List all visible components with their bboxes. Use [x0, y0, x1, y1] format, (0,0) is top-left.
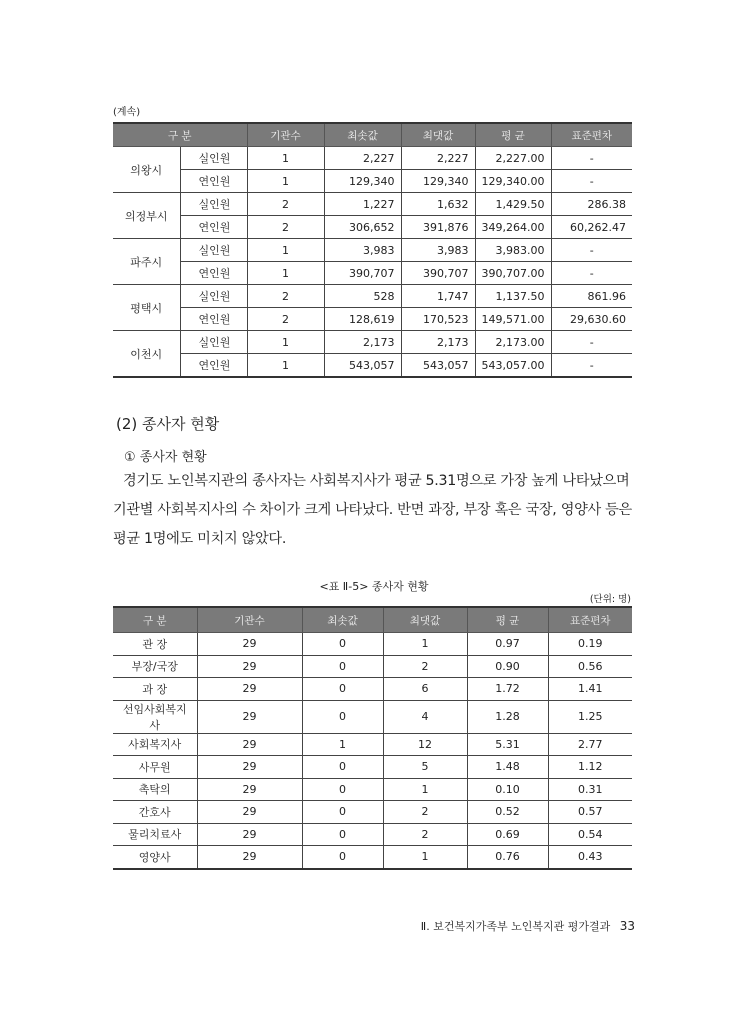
max-cell: 12 — [383, 733, 467, 756]
staff-table — [113, 606, 632, 870]
min-cell: 0 — [302, 756, 383, 779]
table-row — [113, 700, 632, 733]
table-row — [113, 216, 632, 239]
category-cell: 부장/국장 — [113, 655, 197, 678]
count-cell: 1 — [247, 354, 324, 378]
sd-cell: - — [551, 331, 632, 354]
count-cell: 29 — [197, 846, 302, 869]
sd-cell: 286.38 — [551, 193, 632, 216]
table-row — [113, 655, 632, 678]
sd-cell: - — [551, 170, 632, 193]
mean-cell: 2,173.00 — [475, 331, 551, 354]
region-cell: 이천시 — [113, 331, 180, 378]
max-cell: 3,983 — [401, 239, 475, 262]
sd-cell: - — [551, 262, 632, 285]
mean-cell: 0.97 — [467, 633, 548, 656]
max-cell: 4 — [383, 700, 467, 733]
max-cell: 2 — [383, 823, 467, 846]
sd-cell: 0.43 — [548, 846, 632, 869]
sd-cell: 29,630.60 — [551, 308, 632, 331]
max-cell: 2 — [383, 655, 467, 678]
header-category: 구 분 — [113, 123, 247, 147]
table-row — [113, 262, 632, 285]
table-header-row — [113, 123, 632, 147]
min-cell: 528 — [324, 285, 401, 308]
mean-cell: 0.52 — [467, 801, 548, 824]
continued-note: (계속) — [113, 107, 141, 118]
min-cell: 543,057 — [324, 354, 401, 378]
max-cell: 129,340 — [401, 170, 475, 193]
region-cell: 평택시 — [113, 285, 180, 331]
sd-cell: 1.41 — [548, 678, 632, 701]
category-cell: 영양사 — [113, 846, 197, 869]
mean-cell: 3,983.00 — [475, 239, 551, 262]
mean-cell: 543,057.00 — [475, 354, 551, 378]
table-unit: (단위: 명) — [589, 594, 631, 605]
category-cell: 물리치료사 — [113, 823, 197, 846]
count-cell: 29 — [197, 733, 302, 756]
type-cell: 연인원 — [180, 262, 247, 285]
mean-cell: 1,429.50 — [475, 193, 551, 216]
count-cell: 29 — [197, 678, 302, 701]
min-cell: 2,173 — [324, 331, 401, 354]
sd-cell: 0.56 — [548, 655, 632, 678]
region-usage-table — [113, 122, 632, 378]
region-cell: 파주시 — [113, 239, 180, 285]
category-cell: 과 장 — [113, 678, 197, 701]
category-cell: 사회복지사 — [113, 733, 197, 756]
min-cell: 0 — [302, 700, 383, 733]
header-sd: 표준편차 — [548, 607, 632, 633]
table-row — [113, 147, 632, 170]
sd-cell: 0.54 — [548, 823, 632, 846]
min-cell: 0 — [302, 846, 383, 869]
count-cell: 1 — [247, 147, 324, 170]
table-row — [113, 846, 632, 869]
count-cell: 2 — [247, 285, 324, 308]
category-cell: 촉탁의 — [113, 778, 197, 801]
mean-cell: 2,227.00 — [475, 147, 551, 170]
mean-cell: 149,571.00 — [475, 308, 551, 331]
table-row — [113, 678, 632, 701]
max-cell: 1,747 — [401, 285, 475, 308]
subsection-title: ① 종사자 현황 — [124, 450, 207, 465]
count-cell: 2 — [247, 216, 324, 239]
max-cell: 1 — [383, 846, 467, 869]
mean-cell: 1.72 — [467, 678, 548, 701]
max-cell: 2,227 — [401, 147, 475, 170]
header-mean: 평 균 — [475, 123, 551, 147]
type-cell: 연인원 — [180, 308, 247, 331]
min-cell: 306,652 — [324, 216, 401, 239]
count-cell: 29 — [197, 700, 302, 733]
type-cell: 연인원 — [180, 170, 247, 193]
type-cell: 실인원 — [180, 331, 247, 354]
category-cell: 관 장 — [113, 633, 197, 656]
mean-cell: 0.10 — [467, 778, 548, 801]
type-cell: 실인원 — [180, 193, 247, 216]
table-row — [113, 285, 632, 308]
section-title: (2) 종사자 현황 — [116, 415, 220, 433]
footer-text: Ⅱ. 보건복지가족부 노인복지관 평가결과 — [420, 920, 611, 933]
table-row — [113, 801, 632, 824]
max-cell: 170,523 — [401, 308, 475, 331]
max-cell: 2,173 — [401, 331, 475, 354]
sd-cell: 1.12 — [548, 756, 632, 779]
sd-cell: - — [551, 147, 632, 170]
count-cell: 1 — [247, 170, 324, 193]
header-min: 최솟값 — [302, 607, 383, 633]
header-mean: 평 균 — [467, 607, 548, 633]
max-cell: 1 — [383, 633, 467, 656]
max-cell: 6 — [383, 678, 467, 701]
table-row — [113, 778, 632, 801]
sd-cell: 0.31 — [548, 778, 632, 801]
max-cell: 1 — [383, 778, 467, 801]
mean-cell: 349,264.00 — [475, 216, 551, 239]
mean-cell: 1.28 — [467, 700, 548, 733]
page-footer — [421, 918, 635, 934]
mean-cell: 0.76 — [467, 846, 548, 869]
table-row — [113, 823, 632, 846]
table-row — [113, 308, 632, 331]
min-cell: 129,340 — [324, 170, 401, 193]
sd-cell: 1.25 — [548, 700, 632, 733]
table-row — [113, 239, 632, 262]
count-cell: 29 — [197, 823, 302, 846]
region-cell: 의왕시 — [113, 147, 180, 193]
table-row — [113, 170, 632, 193]
count-cell: 2 — [247, 193, 324, 216]
header-count: 기관수 — [247, 123, 324, 147]
mean-cell: 1.48 — [467, 756, 548, 779]
max-cell: 2 — [383, 801, 467, 824]
min-cell: 2,227 — [324, 147, 401, 170]
count-cell: 29 — [197, 778, 302, 801]
mean-cell: 1,137.50 — [475, 285, 551, 308]
max-cell: 1,632 — [401, 193, 475, 216]
count-cell: 1 — [247, 239, 324, 262]
sd-cell: - — [551, 354, 632, 378]
count-cell: 29 — [197, 655, 302, 678]
category-cell: 사무원 — [113, 756, 197, 779]
min-cell: 3,983 — [324, 239, 401, 262]
min-cell: 0 — [302, 801, 383, 824]
count-cell: 29 — [197, 756, 302, 779]
type-cell: 실인원 — [180, 147, 247, 170]
sd-cell: 0.19 — [548, 633, 632, 656]
header-sd: 표준편차 — [551, 123, 632, 147]
header-category: 구 분 — [113, 607, 197, 633]
min-cell: 0 — [302, 633, 383, 656]
header-min: 최솟값 — [324, 123, 401, 147]
type-cell: 연인원 — [180, 216, 247, 239]
min-cell: 0 — [302, 778, 383, 801]
mean-cell: 5.31 — [467, 733, 548, 756]
count-cell: 1 — [247, 262, 324, 285]
sd-cell: 0.57 — [548, 801, 632, 824]
mean-cell: 129,340.00 — [475, 170, 551, 193]
table-row — [113, 756, 632, 779]
sd-cell: 60,262.47 — [551, 216, 632, 239]
mean-cell: 390,707.00 — [475, 262, 551, 285]
header-max: 최댓값 — [383, 607, 467, 633]
table-row — [113, 633, 632, 656]
sd-cell: - — [551, 239, 632, 262]
min-cell: 390,707 — [324, 262, 401, 285]
table-row — [113, 354, 632, 378]
type-cell: 연인원 — [180, 354, 247, 378]
count-cell: 1 — [247, 331, 324, 354]
min-cell: 0 — [302, 655, 383, 678]
table-row — [113, 193, 632, 216]
table-caption: <표 Ⅱ-5> 종사자 현황 — [319, 580, 429, 593]
mean-cell: 0.90 — [467, 655, 548, 678]
sd-cell: 861.96 — [551, 285, 632, 308]
min-cell: 0 — [302, 823, 383, 846]
count-cell: 29 — [197, 633, 302, 656]
mean-cell: 0.69 — [467, 823, 548, 846]
header-max: 최댓값 — [401, 123, 475, 147]
type-cell: 실인원 — [180, 239, 247, 262]
page-number: 33 — [619, 919, 635, 933]
max-cell: 543,057 — [401, 354, 475, 378]
min-cell: 1,227 — [324, 193, 401, 216]
max-cell: 390,707 — [401, 262, 475, 285]
category-cell: 선임사회복지사 — [113, 700, 197, 733]
count-cell: 29 — [197, 801, 302, 824]
body-paragraph: 경기도 노인복지관의 종사자는 사회복지사가 평균 5.31명으로 가장 높게 나타났으며 기관별 사회복지사의 수 차이가 크게 나타났다. 반면 과장, 부장 혹은 국장, 영양사 등은 평균 1명에도 미치지 않았다. — [113, 473, 632, 547]
min-cell: 128,619 — [324, 308, 401, 331]
table-row — [113, 331, 632, 354]
table-row — [113, 733, 632, 756]
header-count: 기관수 — [197, 607, 302, 633]
type-cell: 실인원 — [180, 285, 247, 308]
sd-cell: 2.77 — [548, 733, 632, 756]
max-cell: 5 — [383, 756, 467, 779]
region-cell: 의정부시 — [113, 193, 180, 239]
count-cell: 2 — [247, 308, 324, 331]
min-cell: 0 — [302, 678, 383, 701]
table-header-row — [113, 607, 632, 633]
min-cell: 1 — [302, 733, 383, 756]
category-cell: 간호사 — [113, 801, 197, 824]
max-cell: 391,876 — [401, 216, 475, 239]
